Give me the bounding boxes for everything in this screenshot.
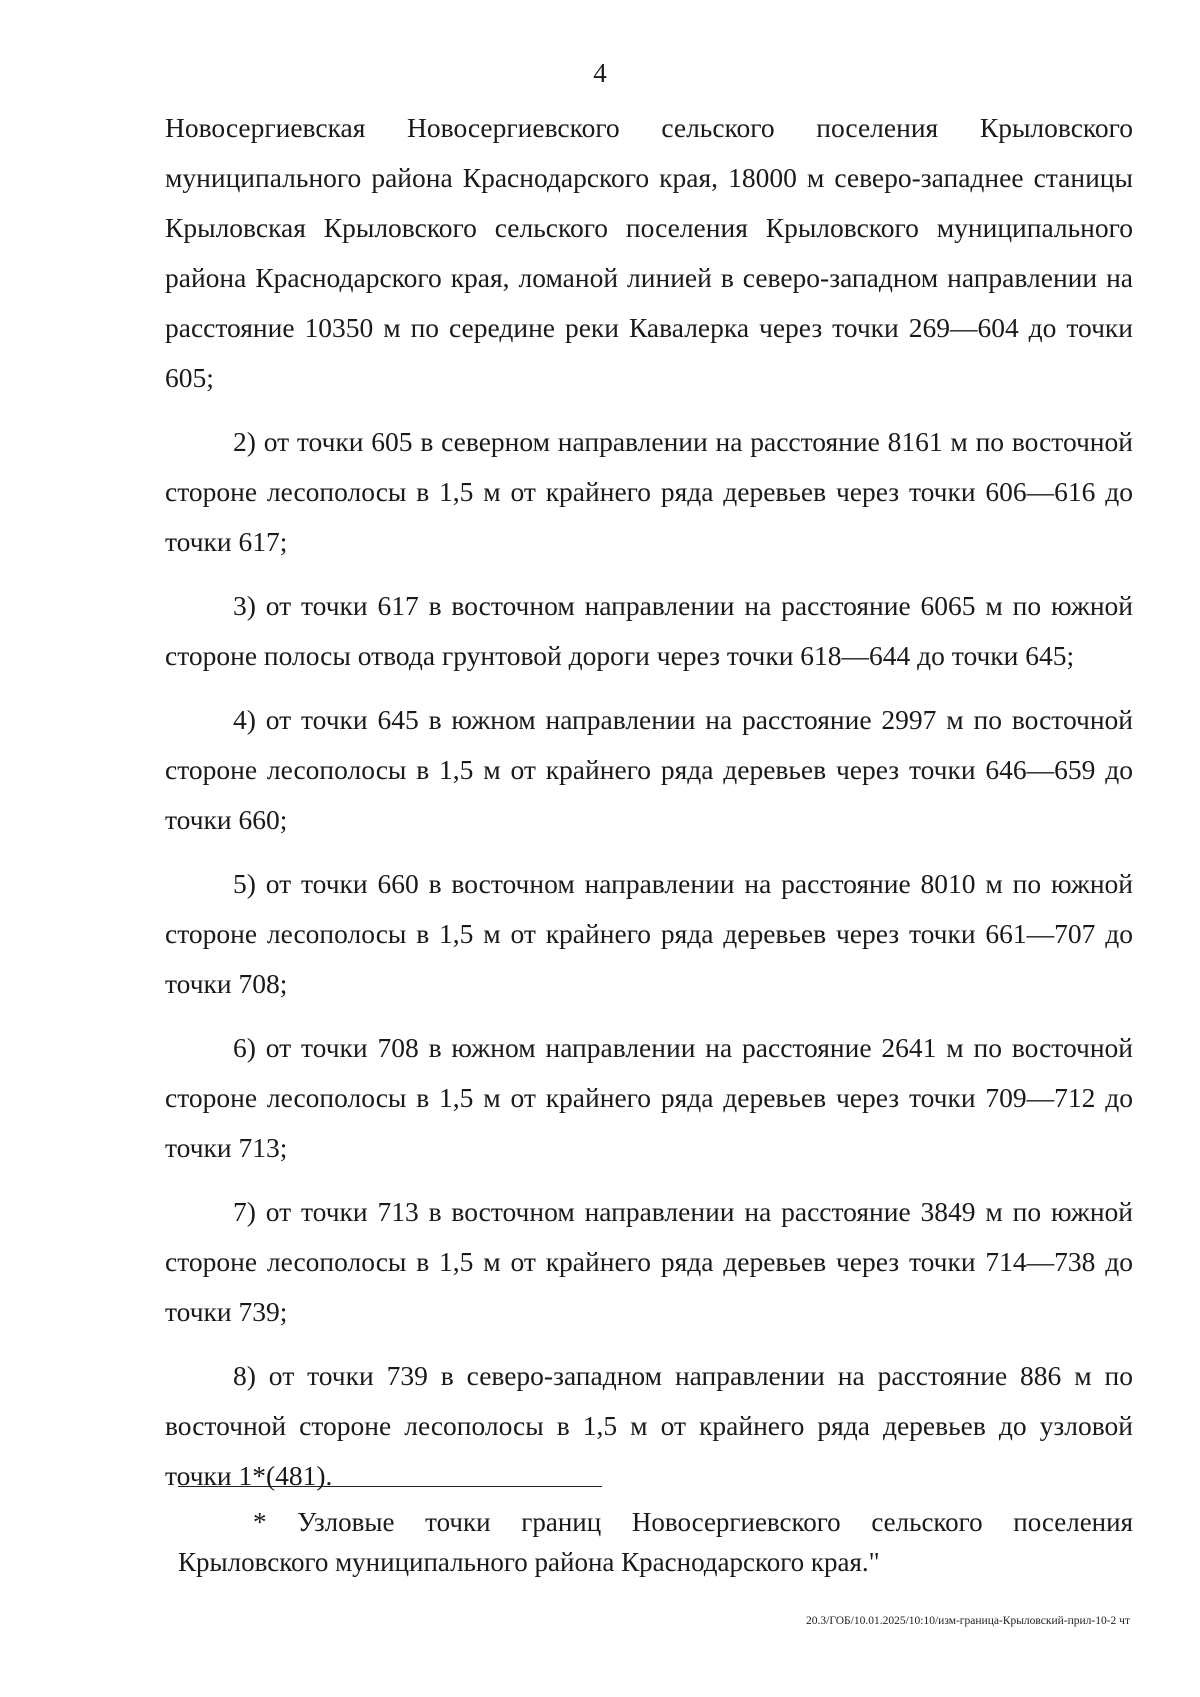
paragraph-item-7: 7) от точки 713 в восточном направлении на расстояние 3849 м по южной стороне лесополосы в 1,5 м от крайнего ряда деревьев через точки 714—738 до точки 739; [165, 1196, 1133, 1327]
paragraph-item-6: 6) от точки 708 в южном направлении на расстояние 2641 м по восточной стороне лесополосы в 1,5 м от крайнего ряда деревьев через точки 709—712 до точки 713; [165, 1032, 1133, 1163]
paragraph-continuation: Новосергиевская Новосергиевского сельского поселения Крыловского муниципального района Краснодарского края, 18000 м северо-западнее станицы Крыловская Крыловского сельского поселения Крыловского муниципального района Краснодарского края, ломаной линией в северо-западном направлении на расстояние 10350 м по середине реки Кавалерка через точки 269—604 до точки 605; [165, 112, 1133, 393]
page-number: 4 [593, 58, 607, 88]
document-body [165, 103, 1133, 1515]
footnote: * Узловые точки границ Новосергиевского сельского поселения Крыловского муниципального района Краснодарского края." [178, 1507, 1133, 1577]
document-code: 20.3/ГОБ/10.01.2025/10:10/изм-граница-Крыловский-прил-10-2 чт [806, 1615, 1130, 1627]
paragraph-item-2: 2) от точки 605 в северном направлении на расстояние 8161 м по восточной стороне лесополосы в 1,5 м от крайнего ряда деревьев через точки 606—616 до точки 617; [165, 426, 1133, 557]
paragraph-item-5: 5) от точки 660 в восточном направлении на расстояние 8010 м по южной стороне лесополосы в 1,5 м от крайнего ряда деревьев через точки 661—707 до точки 708; [165, 868, 1133, 999]
paragraph-item-4: 4) от точки 645 в южном направлении на расстояние 2997 м по восточной стороне лесополосы в 1,5 м от крайнего ряда деревьев через точки 646—659 до точки 660; [165, 704, 1133, 835]
paragraph-item-8: 8) от точки 739 в северо-западном направлении на расстояние 886 м по восточной стороне лесополосы в 1,5 м от крайнего ряда деревьев до узловой точки 1*(481). [165, 1360, 1133, 1491]
footnote-divider [178, 1486, 602, 1487]
paragraph-item-3: 3) от точки 617 в восточном направлении на расстояние 6065 м по южной стороне полосы отвода грунтовой дороги через точки 618—644 до точки 645; [165, 590, 1133, 671]
